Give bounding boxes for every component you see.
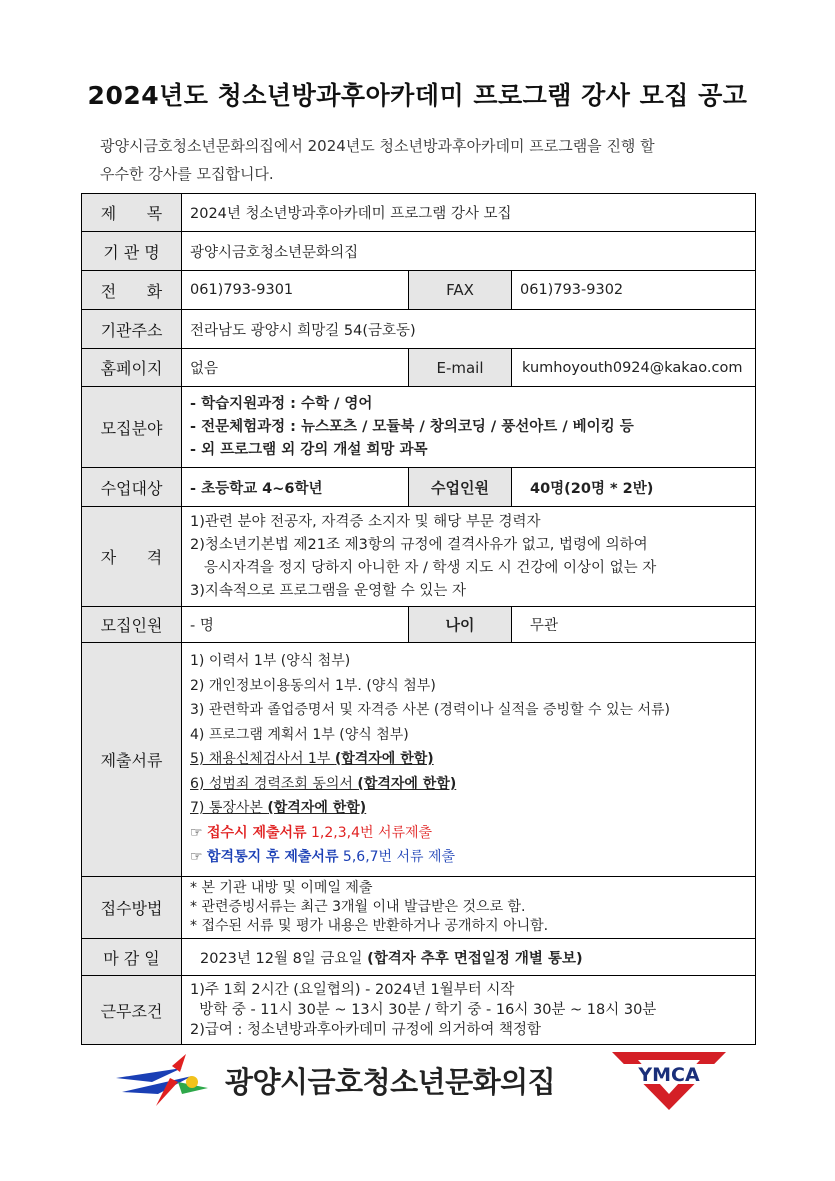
doc-item-1: 1) 이력서 1부 (양식 첨부) [190, 653, 351, 670]
doc-note-1-title: 접수시 제출서류 [207, 824, 307, 841]
conditions-line-1: 1)주 1회 2시간 (요일협의) - 2024년 1월부터 시작 [190, 982, 515, 998]
doc-item-7 [190, 796, 747, 821]
label-conditions: 근무조건 [82, 976, 182, 1045]
value-conditions [182, 976, 756, 1045]
label-phone: 전 화 [82, 271, 182, 310]
label-email: E-mail [409, 349, 512, 387]
label-subject: 제 목 [82, 194, 182, 232]
ymca-text: YMCA [638, 1064, 700, 1086]
doc-note-1 [190, 821, 747, 846]
doc-item-2: 2) 개인정보이용동의서 1부. (양식 첨부) [190, 677, 436, 694]
intro-text [100, 132, 750, 188]
intro-line-1: 광양시금호청소년문화의집에서 2024년도 청소년방과후아카데미 프로그램을 진행 할 [100, 137, 655, 155]
label-deadline: 마 감 일 [82, 939, 182, 976]
deadline-note: (합격자 추후 면접일정 개별 통보) [367, 950, 583, 967]
gwangyang-city-logo-icon [112, 1048, 212, 1116]
value-deadline [182, 939, 756, 976]
value-class-size: 40명(20명 * 2반) [512, 468, 756, 507]
field-line-3: - 외 프로그램 외 강의 개설 희망 과목 [190, 441, 428, 458]
row-conditions [82, 976, 756, 1045]
value-fax: 061)793-9302 [512, 271, 756, 310]
qualification-line-3: 응시자격을 정지 당하지 아니한 자 / 학생 지도 시 건강에 이상이 없는 자 [190, 559, 657, 576]
row-recruit [82, 607, 756, 643]
pointing-hand-icon: ☞ [190, 824, 203, 841]
label-method: 접수방법 [82, 877, 182, 939]
doc-note-2 [190, 845, 747, 870]
conditions-line-3: 2)급여 : 청소년방과후아카데미 규정에 의거하여 책정함 [190, 1022, 541, 1038]
row-field [82, 387, 756, 468]
footer-org-name: 광양시금호청소년문화의집 [225, 1065, 556, 1099]
doc-note-1-text: 1,2,3,4번 서류제출 [306, 824, 433, 841]
doc-item-7-text: 7) 통장사본 [190, 800, 268, 817]
label-class-size: 수업인원 [409, 468, 512, 507]
field-line-2: - 전문체험과정 : 뉴스포츠 / 모듈북 / 창의코딩 / 풍선아트 / 베이킹 등 [190, 418, 634, 435]
doc-item-5-text: 5) 채용신체검사서 1부 [190, 751, 335, 768]
method-line-2: * 관련증빙서류는 최근 3개월 이내 발급받은 것으로 함. [190, 899, 526, 915]
label-homepage: 홈페이지 [82, 349, 182, 387]
doc-item-6-text: 6) 성범죄 경력조회 동의서 [190, 775, 358, 792]
ymca-triangle-logo-icon [610, 1050, 728, 1116]
method-line-1: * 본 기관 내방 및 이메일 제출 [190, 880, 373, 896]
label-fax: FAX [409, 271, 512, 310]
label-qualification: 자 격 [82, 507, 182, 607]
doc-item-4: 4) 프로그램 계획서 1부 (양식 첨부) [190, 726, 409, 743]
doc-item-5-note: (합격자에 한함) [334, 751, 434, 768]
value-recruit: - 명 [182, 607, 409, 643]
label-agency: 기 관 명 [82, 232, 182, 271]
value-email: kumhoyouth0924@kakao.com [512, 349, 756, 387]
value-subject: 2024년 청소년방과후아카데미 프로그램 강사 모집 [182, 194, 756, 232]
value-qualification [182, 507, 756, 607]
value-method [182, 877, 756, 939]
value-target: - 초등학교 4~6학년 [182, 468, 409, 507]
row-address [82, 310, 756, 349]
conditions-line-2: 방학 중 - 11시 30분 ~ 13시 30분 / 학기 중 - 16시 30분 ~ 18시 30분 [190, 1002, 657, 1018]
row-deadline [82, 939, 756, 976]
label-recruit: 모집인원 [82, 607, 182, 643]
value-phone: 061)793-9301 [182, 271, 409, 310]
method-line-3: * 접수된 서류 및 평가 내용은 반환하거나 공개하지 아니함. [190, 918, 549, 934]
notice-table [81, 193, 756, 1045]
value-age: 무관 [512, 607, 756, 643]
row-phone [82, 271, 756, 310]
doc-item-5 [190, 747, 747, 772]
page-title: 2024년도 청소년방과후아카데미 프로그램 강사 모집 공고 [87, 81, 748, 110]
deadline-date: 2023년 12월 8일 금요일 [200, 950, 368, 967]
label-address: 기관주소 [82, 310, 182, 349]
row-method [82, 877, 756, 939]
pointing-hand-icon: ☞ [190, 849, 203, 866]
value-homepage: 없음 [182, 349, 409, 387]
value-field [182, 387, 756, 468]
qualification-line-2: 2)청소년기본법 제21조 제3항의 규정에 결격사유가 없고, 법령에 의하여 [190, 536, 648, 553]
doc-item-6 [190, 772, 747, 797]
row-agency [82, 232, 756, 271]
value-documents [182, 643, 756, 877]
label-field: 모집분야 [82, 387, 182, 468]
row-qualification [82, 507, 756, 607]
row-target [82, 468, 756, 507]
row-subject [82, 194, 756, 232]
qualification-line-1: 1)관련 분야 전공자, 자격증 소지자 및 해당 부문 경력자 [190, 513, 541, 530]
value-address: 전라남도 광양시 희망길 54(금호동) [182, 310, 756, 349]
value-agency: 광양시금호청소년문화의집 [182, 232, 756, 271]
qualification-line-4: 3)지속적으로 프로그램을 운영할 수 있는 자 [190, 582, 467, 599]
field-line-1: - 학습지원과정 : 수학 / 영어 [190, 395, 373, 412]
intro-line-2: 우수한 강사를 모집합니다. [100, 165, 274, 183]
label-documents: 제출서류 [82, 643, 182, 877]
doc-note-2-text: 5,6,7번 서류 제출 [338, 849, 456, 866]
doc-note-2-title: 합격통지 후 제출서류 [207, 849, 339, 866]
label-target: 수업대상 [82, 468, 182, 507]
doc-item-6-note: (합격자에 한함) [357, 775, 457, 792]
label-age: 나이 [409, 607, 512, 643]
doc-item-3: 3) 관련학과 졸업증명서 및 자격증 사본 (경력이나 실적을 증빙할 수 있는 서류) [190, 702, 670, 719]
row-homepage [82, 349, 756, 387]
row-documents [82, 643, 756, 877]
doc-item-7-note: (합격자에 한함) [267, 800, 367, 817]
